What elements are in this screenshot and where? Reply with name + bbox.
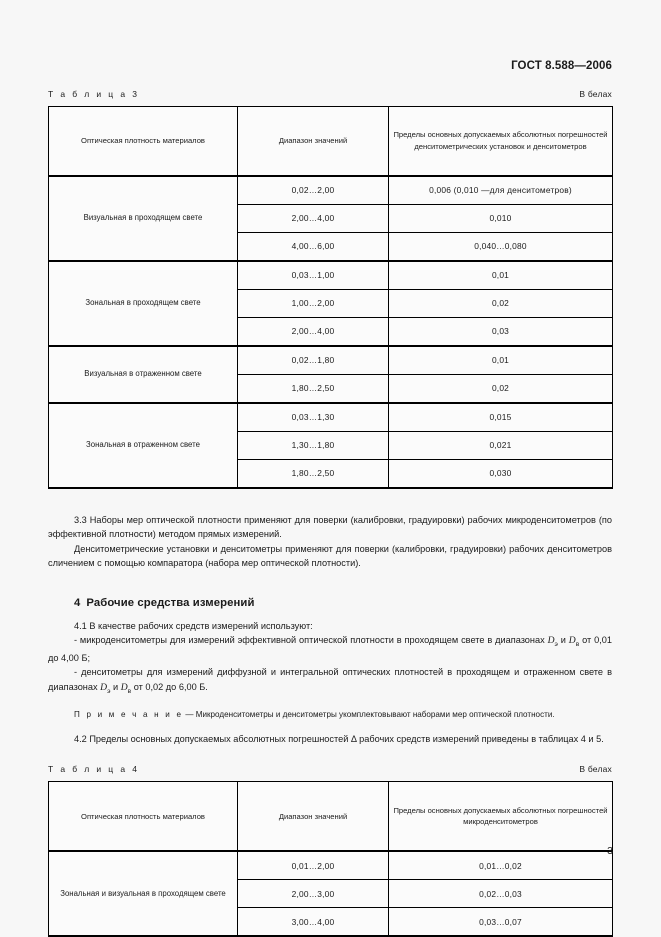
cell-limit: 0,010: [389, 204, 613, 232]
table3-header-row: [49, 106, 613, 176]
item2-text-c: от 0,02 до 6,00 Б.: [131, 681, 208, 692]
note-body: — Микроденситометры и денситометры укомплектовывают наборами мер оптической плотности.: [183, 709, 555, 719]
cell-range: 0,03…1,30: [238, 403, 389, 432]
section-4-heading: [48, 597, 612, 609]
cell-limit: 0,01: [389, 261, 613, 290]
symbol-d-eff: $D_э$: [547, 635, 558, 649]
cell-range: 2,00…4,00: [238, 204, 389, 232]
cell-limit: 0,01…0,02: [389, 851, 613, 880]
cell-range: 3,00…4,00: [238, 908, 389, 937]
cell-range: 1,00…2,00: [238, 289, 389, 317]
paragraph-4-1-item-2: [48, 665, 612, 697]
cell-range: 0,01…2,00: [238, 851, 389, 880]
table4-caption-unit: В белах: [579, 764, 612, 775]
standard-number: ГОСТ 8.588—2006: [511, 60, 612, 72]
table4-body: [49, 851, 613, 936]
row-group-label: Визуальная в отраженном свете: [49, 346, 238, 403]
row-group-label: Зональная и визуальная в проходящем свете: [49, 851, 238, 936]
table3-col-header-range: Диапазон значений: [238, 106, 389, 176]
note-paragraph: [48, 709, 612, 722]
table-row: [49, 261, 613, 290]
cell-limit: 0,030: [389, 459, 613, 488]
symbol-d-vis-subscript: в: [575, 641, 580, 649]
paragraph-3-3: 3.3 Наборы мер оптической плотности применяют для поверки (калибровки, градуировки) рабочих микроденситометров (по эффективной плотности) методом прямых измерений.: [48, 514, 612, 540]
table-3: [48, 106, 613, 489]
table4-col-header-density: Оптическая плотность материалов: [49, 782, 238, 852]
table-row: [49, 346, 613, 375]
row-group-label: Зональная в отраженном свете: [49, 403, 238, 488]
paragraph-4-2: 4.2 Пределы основных допускаемых абсолютных погрешностей Δ рабочих средств измерений приведены в таблицах 4 и 5.: [74, 733, 604, 744]
table4-caption: [48, 764, 612, 774]
table-row: [49, 403, 613, 432]
table3-col-header-limits: Пределы основных допускаемых абсолютных погрешностей денситометрических установок и денситометров: [389, 106, 613, 176]
cell-range: 1,30…1,80: [238, 431, 389, 459]
table4-header-row: [49, 782, 613, 852]
cell-limit: 0,021: [389, 431, 613, 459]
cell-range: 0,02…2,00: [238, 176, 389, 205]
symbol-d-vis: $D_в$: [568, 635, 580, 649]
cell-limit: 0,02: [389, 289, 613, 317]
symbol-d-eff-2: $D_э$: [100, 681, 111, 695]
table3-caption: [48, 89, 612, 99]
cell-limit: 0,006 (0,010 —для денситометров): [389, 176, 613, 205]
section-4-number: 4: [74, 596, 81, 609]
cell-limit: 0,03…0,07: [389, 908, 613, 937]
page-content: [48, 60, 612, 937]
cell-range: 0,03…1,00: [238, 261, 389, 290]
item2-text-a: - денситометры для измерений диффузной и интегральной оптических плотностей в проходящем и отраженном свете в диапазонах: [48, 667, 612, 692]
cell-range: 0,02…1,80: [238, 346, 389, 375]
table-row: [49, 851, 613, 880]
table4-col-header-limits: Пределы основных допускаемых абсолютных погрешностей микроденситометров: [389, 782, 613, 852]
cell-range: 1,80…2,50: [238, 459, 389, 488]
item1-text-b: и: [557, 635, 569, 646]
cell-limit: 0,01: [389, 346, 613, 375]
cell-range: 2,00…4,00: [238, 317, 389, 346]
table-row: [49, 176, 613, 205]
cell-limit: 0,040…0,080: [389, 232, 613, 261]
cell-limit: 0,02…0,03: [389, 880, 613, 908]
cell-limit: 0,03: [389, 317, 613, 346]
cell-range: 1,80…2,50: [238, 374, 389, 403]
page-number: 3: [607, 845, 613, 857]
table4-col-header-range: Диапазон значений: [238, 782, 389, 852]
cell-range: 4,00…6,00: [238, 232, 389, 261]
table3-col-header-density: Оптическая плотность материалов: [49, 106, 238, 176]
symbol-d-vis-2: $D_в$: [120, 681, 132, 695]
cell-range: 2,00…3,00: [238, 880, 389, 908]
row-group-label: Визуальная в проходящем свете: [49, 176, 238, 261]
table-4: [48, 781, 613, 937]
symbol-d-eff-2-subscript: э: [107, 687, 111, 695]
paragraph-3-3b: Денситометрические установки и денситометры применяют для поверки (калибровки, градуировки) рабочих денситометров сличением с помощью компаратора (набора мер оптической плотности).: [48, 543, 612, 569]
item1-text-c: от 0,01 до 4,00 Б;: [48, 635, 612, 663]
note-label: П р и м е ч а н и е: [74, 709, 184, 719]
table3-caption-label: Т а б л и ц а 3: [48, 88, 140, 99]
table4-caption-label: Т а б л и ц а 4: [48, 764, 140, 775]
table3-body: [49, 176, 613, 488]
cell-limit: 0,02: [389, 374, 613, 403]
cell-limit: 0,015: [389, 403, 613, 432]
symbol-d-vis-2-subscript: в: [127, 687, 132, 695]
row-group-label: Зональная в проходящем свете: [49, 261, 238, 346]
paragraph-4-1: 4.1 В качестве рабочих средств измерений используют:: [74, 620, 313, 631]
paragraph-4-1-item-1: [48, 633, 612, 665]
section-4-title: Рабочие средства измерений: [86, 596, 255, 609]
table3-caption-unit: В белах: [579, 88, 612, 99]
item2-text-b: и: [110, 681, 121, 692]
item1-text-a: - микроденситометры для измерений эффективной оптической плотности в проходящем свете в диапазонах: [74, 635, 548, 646]
symbol-d-eff-subscript: э: [554, 641, 558, 649]
